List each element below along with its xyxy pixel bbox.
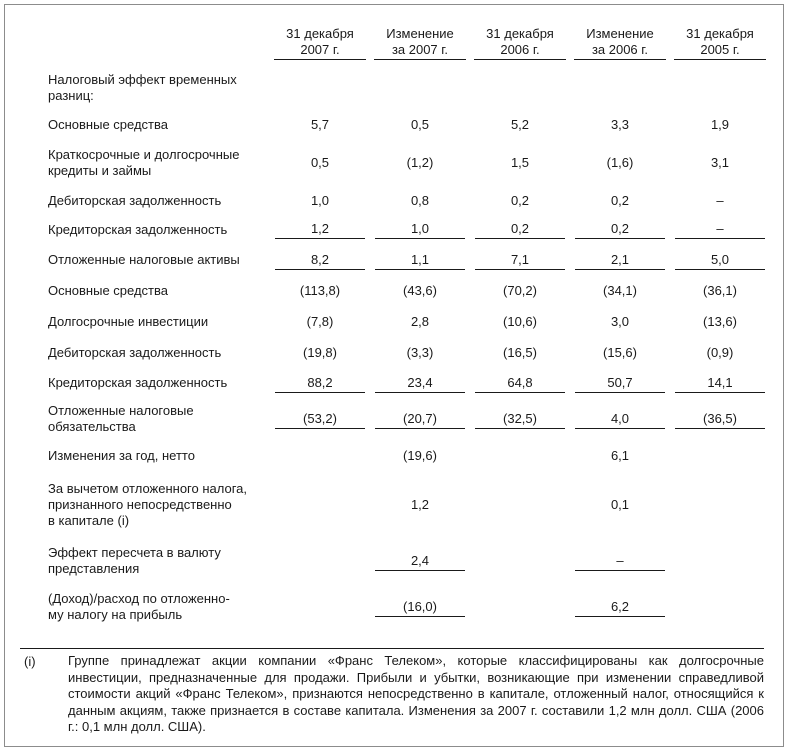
cell-value: 2,4 xyxy=(375,552,465,571)
footnote-mark: (i) xyxy=(24,654,36,669)
cell-value: 1,5 xyxy=(510,155,530,170)
cell-value: 1,9 xyxy=(710,117,730,132)
cell-value: 0,1 xyxy=(610,497,630,512)
cell-value xyxy=(275,598,365,616)
cell-value: (3,3) xyxy=(406,344,434,360)
cell-value xyxy=(275,447,365,465)
cell-value: 0,2 xyxy=(575,220,665,239)
table-row xyxy=(48,186,770,215)
cell-value: 0,8 xyxy=(410,192,430,208)
table-row xyxy=(48,440,770,472)
table-header-row xyxy=(48,20,770,66)
cell-value: (16,0) xyxy=(375,598,465,617)
row-label: Кредиторская задолженность xyxy=(48,375,228,390)
cell-value xyxy=(475,598,565,616)
cell-value: 5,2 xyxy=(510,117,530,132)
cell-value: 88,2 xyxy=(275,374,365,393)
cell-value: 5,0 xyxy=(675,251,765,270)
row-label: Кредиторская задолженность xyxy=(48,221,228,237)
cell-value: (1,6) xyxy=(606,155,634,170)
cell-value xyxy=(475,552,565,570)
cell-value xyxy=(675,552,765,570)
cell-value xyxy=(475,447,565,465)
cell-value: 7,1 xyxy=(475,251,565,270)
column-header-dec-2005: 31 декабря 2005 г. xyxy=(674,26,766,60)
section-heading: Налоговый эффект временных разниц: xyxy=(48,72,237,103)
cell-value: 1,0 xyxy=(310,192,330,208)
cell-value xyxy=(475,496,565,514)
table-row xyxy=(48,337,770,368)
cell-value: 4,0 xyxy=(575,410,665,429)
row-label: Краткосрочные и долгосрочные кредиты и займы xyxy=(48,147,240,178)
cell-value: (43,6) xyxy=(403,283,437,298)
cell-value: (1,2) xyxy=(406,155,434,170)
cell-value: (32,5) xyxy=(475,410,565,429)
cell-value: (16,5) xyxy=(503,344,537,360)
column-header-dec-2006: 31 декабря 2006 г. xyxy=(474,26,566,60)
cell-value: 23,4 xyxy=(375,374,465,393)
table-row xyxy=(48,398,770,440)
cell-value: (7,8) xyxy=(306,313,334,329)
deferred-tax-table xyxy=(48,20,770,630)
cell-value: (0,9) xyxy=(706,344,734,360)
table-row xyxy=(48,368,770,398)
table-row xyxy=(48,472,770,538)
cell-value: 3,1 xyxy=(710,155,730,170)
row-label: Дебиторская задолженность xyxy=(48,192,222,208)
cell-value: 50,7 xyxy=(575,374,665,393)
table-row xyxy=(48,66,770,110)
cell-value: (19,6) xyxy=(403,448,437,463)
row-label: Эффект пересчета в валюту представления xyxy=(48,545,221,576)
cell-value: 1,1 xyxy=(375,251,465,270)
cell-value: 1,2 xyxy=(410,497,430,512)
table-row xyxy=(48,215,770,244)
cell-value: 0,2 xyxy=(475,220,565,239)
cell-value: 0,2 xyxy=(610,192,630,208)
cell-value: (20,7) xyxy=(375,410,465,429)
column-header-dec-2007: 31 декабря 2007 г. xyxy=(274,26,366,60)
row-label: Изменения за год, нетто xyxy=(48,448,195,463)
row-label-total: Отложенные налоговые активы xyxy=(48,252,240,267)
cell-value: 3,3 xyxy=(610,117,630,132)
cell-value: (10,6) xyxy=(503,313,537,329)
cell-value xyxy=(675,447,765,465)
cell-value: 8,2 xyxy=(275,251,365,270)
cell-value: 0,2 xyxy=(510,192,530,208)
cell-value: (13,6) xyxy=(703,313,737,329)
cell-value: 2,1 xyxy=(575,251,665,270)
header-label-cell xyxy=(48,20,270,66)
table-row xyxy=(48,306,770,337)
cell-value: – xyxy=(575,552,665,571)
cell-value xyxy=(675,496,765,514)
table-row xyxy=(48,538,770,584)
row-label: Дебиторская задолженность xyxy=(48,344,222,360)
cell-value: (53,2) xyxy=(275,410,365,429)
cell-value: 1,0 xyxy=(375,220,465,239)
column-header-change-2006: Изменение за 2006 г. xyxy=(574,26,666,60)
cell-value: (19,8) xyxy=(303,344,337,360)
cell-value: 0,5 xyxy=(310,155,330,170)
row-label-total: (Доход)/расход по отложенно- му налогу на прибыль xyxy=(48,591,230,622)
row-label: Основные средства xyxy=(48,283,168,298)
table-row xyxy=(48,584,770,630)
cell-value: (36,1) xyxy=(703,283,737,298)
cell-value: (15,6) xyxy=(603,344,637,360)
cell-value: (36,5) xyxy=(675,410,765,429)
cell-value: – xyxy=(675,220,765,239)
cell-value: 14,1 xyxy=(675,374,765,393)
cell-value xyxy=(675,598,765,616)
row-label-total: Отложенные налоговые обязательства xyxy=(48,403,194,434)
cell-value: 3,0 xyxy=(610,313,630,329)
row-label: За вычетом отложенного налога, признанного непосредственно в капитале (i) xyxy=(48,481,248,528)
table-row xyxy=(48,244,770,276)
cell-value: 0,5 xyxy=(410,117,430,132)
cell-value: 1,2 xyxy=(275,220,365,239)
footnote xyxy=(20,648,764,736)
table-row xyxy=(48,110,770,140)
cell-value: 5,7 xyxy=(310,117,330,132)
cell-value: 64,8 xyxy=(475,374,565,393)
cell-value: (113,8) xyxy=(299,283,341,298)
row-label: Основные средства xyxy=(48,117,168,132)
row-label: Долгосрочные инвестиции xyxy=(48,313,209,329)
cell-value: 6,1 xyxy=(610,448,630,463)
cell-value: (34,1) xyxy=(603,283,637,298)
cell-value: 2,8 xyxy=(410,313,430,329)
table-row xyxy=(48,276,770,306)
cell-value xyxy=(275,496,365,514)
footnote-text: Группе принадлежат акции компании «Франс Телеком», которые классифицированы как долгосрочные инвестиции, предназначенные для продажи. Прибыли и убытки, возникающие при изменении справедливой стоимости акций «Франс Телеком», признаются непосредственно в капитале, отложенный налог, относящийся к данным акциям, также признается в составе капитала. Изменения за 2007 г. составили 1,2 млн долл. США (2006 г.: 0,1 млн долл. США). xyxy=(68,653,764,734)
cell-value: – xyxy=(716,192,724,208)
cell-value: (70,2) xyxy=(503,283,537,298)
table-row xyxy=(48,140,770,186)
cell-value: 6,2 xyxy=(575,598,665,617)
cell-value xyxy=(275,552,365,570)
column-header-change-2007: Изменение за 2007 г. xyxy=(374,26,466,60)
